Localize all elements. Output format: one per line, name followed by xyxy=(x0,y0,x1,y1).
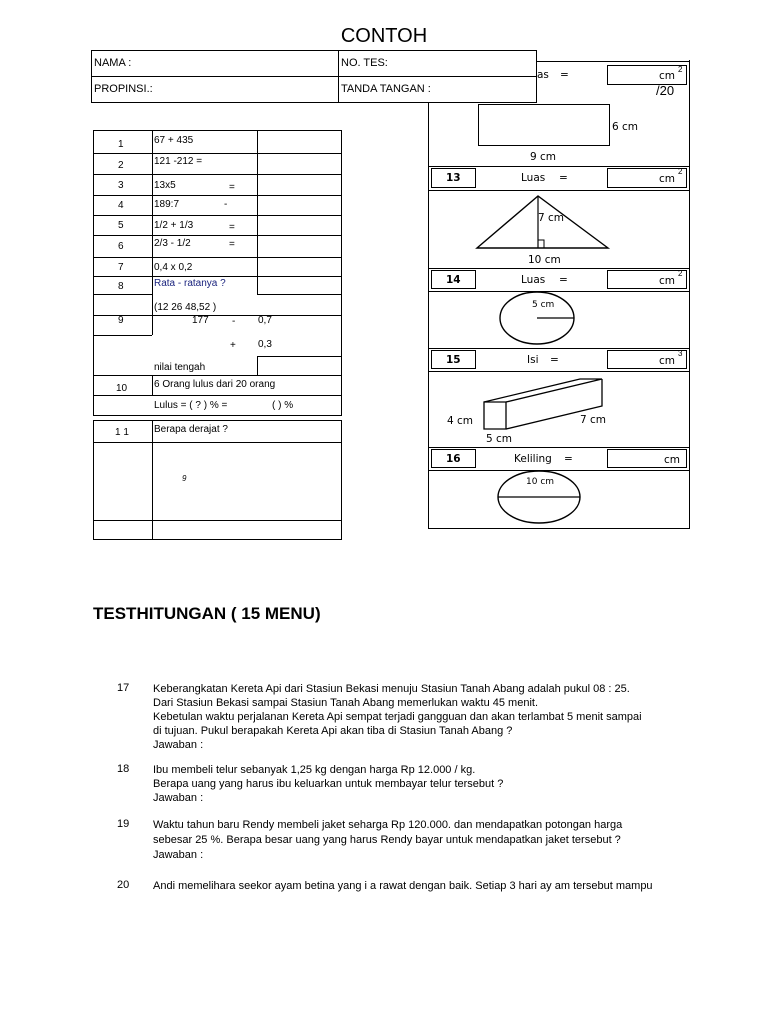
q12-label: as xyxy=(537,69,549,81)
q15-sup: 3 xyxy=(678,349,683,358)
row-num: 5 xyxy=(118,220,124,231)
q13-eq: = xyxy=(559,172,568,184)
row-question: Berapa derajat ? xyxy=(154,424,228,435)
q14-number: 14 xyxy=(446,274,461,286)
answer-label: Jawaban : xyxy=(153,739,204,751)
row-num: 10 xyxy=(116,383,128,394)
row-question: 67 + 435 xyxy=(154,135,194,146)
question-text xyxy=(153,879,653,893)
q15-prism-figure xyxy=(470,374,620,436)
question-text xyxy=(153,763,503,805)
row-operator: = xyxy=(229,239,235,250)
table-block-2 xyxy=(93,276,342,376)
row-value-c: 0,7 xyxy=(258,315,272,326)
question-line: Dari Stasiun Bekasi sampai Stasiun Tanah Abang memerlukan waktu 45 menit. xyxy=(153,697,539,709)
row-num: 1 xyxy=(118,139,124,150)
identity-box xyxy=(91,50,537,103)
nama-label: NAMA : xyxy=(94,57,132,69)
q16-number: 16 xyxy=(446,453,461,465)
row-num: 7 xyxy=(118,262,124,273)
q14-circle-figure xyxy=(496,288,580,348)
document-title: CONTOH xyxy=(340,25,428,47)
row-num: 1 1 xyxy=(115,427,129,438)
q12-unit: cm xyxy=(659,70,676,82)
row-num: 6 xyxy=(118,241,124,252)
row-operator: - xyxy=(224,199,228,210)
question-number: 19 xyxy=(117,818,130,830)
row-operator: - xyxy=(232,316,236,327)
question-line: sebesar 25 %. Berapa besar uang yang harus Rendy bayar untuk mendapatkan jaket tersebut ? xyxy=(153,834,621,846)
question-line: di tujuan. Pukul berapakah Kereta Api akan tiba di Stasiun Tanah Abang ? xyxy=(153,725,513,737)
q15-eq: = xyxy=(550,354,559,366)
q15-unit: cm xyxy=(659,355,676,367)
q13-sup: 2 xyxy=(678,167,683,176)
row-question: 13x5 xyxy=(154,180,176,191)
panel-left-border xyxy=(428,60,429,528)
panel-right-border xyxy=(689,60,690,528)
row-question-detail: (12 26 48,52 ) xyxy=(154,302,217,313)
row-num: 3 xyxy=(118,180,124,191)
question-line: Waktu tahun baru Rendy membeli jaket seharga Rp 120.000. dan mendapatkan potongan harga xyxy=(153,819,623,831)
question-number: 18 xyxy=(117,763,130,775)
no-tes-label: NO. TES: xyxy=(341,57,388,69)
q15-label: Isi xyxy=(527,354,539,366)
row-question: Rata - ratanya ? xyxy=(154,278,226,289)
row-operator: + xyxy=(230,340,236,351)
q13-dim-height: 7 cm xyxy=(538,212,565,224)
panel-top-border xyxy=(535,61,690,62)
answer-label: Jawaban : xyxy=(153,792,204,804)
q16-eq: = xyxy=(564,453,573,465)
q12-dim-height: 6 cm xyxy=(612,121,639,133)
row-operator: = xyxy=(229,182,235,193)
q16-label: Keliling xyxy=(514,453,552,465)
question-line: Berapa uang yang harus ibu keluarkan untuk membayar telur tersebut ? xyxy=(153,778,504,790)
q16-unit: cm xyxy=(664,454,681,466)
table-block-4 xyxy=(93,420,342,540)
row-num: 4 xyxy=(118,200,124,211)
q13-number: 13 xyxy=(446,172,461,184)
q15-dim-height: 4 cm xyxy=(447,415,474,427)
answer-label: Jawaban : xyxy=(153,849,204,861)
q15-number: 15 xyxy=(446,354,461,366)
q13-unit: cm xyxy=(659,173,676,185)
row-answer-blank: ( ) % xyxy=(272,400,294,411)
row-question-detail: Lulus = ( ? ) % = xyxy=(154,400,228,411)
row-question: 2/3 - 1/2 xyxy=(154,238,191,249)
row-value-e: 0,3 xyxy=(258,339,272,350)
row-value-a: 177 xyxy=(192,315,209,326)
propinsi-label: PROPINSI.: xyxy=(94,83,153,95)
row-num: 8 xyxy=(118,281,124,292)
row-question: 0,4 x 0,2 xyxy=(154,262,193,273)
question-line: Keberangkatan Kereta Api dari Stasiun Bekasi menuju Stasiun Tanah Abang adalah pukul 08 : 25. xyxy=(153,683,630,695)
q15-dim-length: 7 cm xyxy=(580,414,607,426)
row-num: 9 xyxy=(118,315,124,326)
q12-rectangle-figure xyxy=(478,104,610,146)
q12-sup: 2 xyxy=(678,65,683,74)
q13-label: Luas xyxy=(521,172,546,184)
question-text xyxy=(153,682,642,752)
row-question: 121 -212 = xyxy=(154,156,203,167)
q12-dim-width: 9 cm xyxy=(530,151,557,163)
row-figure-mark: 9 xyxy=(182,474,187,483)
row-question: 189:7 xyxy=(154,199,180,210)
question-line: Andi memelihara seekor ayam betina yang i a rawat dengan baik. Setiap 3 hari ay am tersebut mampu xyxy=(153,880,653,892)
row-question: 6 Orang lulus dari 20 orang xyxy=(154,379,276,390)
tanda-tangan-label: TANDA TANGAN : xyxy=(341,83,431,95)
q14-label: Luas xyxy=(521,274,546,286)
question-line: Ibu membeli telur sebanyak 1,25 kg dengan harga Rp 12.000 / kg. xyxy=(153,764,476,776)
q14-eq: = xyxy=(559,274,568,286)
section-heading: TESTHITUNGAN ( 15 MENU) xyxy=(93,604,321,623)
q16-dim-diameter: 10 cm xyxy=(526,477,555,487)
question-number: 17 xyxy=(117,682,130,694)
q13-dim-width: 10 cm xyxy=(528,254,561,266)
q14-dim-radius: 5 cm xyxy=(532,300,555,310)
question-text xyxy=(153,818,622,863)
question-line: Kebetulan waktu perjalanan Kereta Api sempat terjadi gangguan dan akan terlambat 5 menit sampai xyxy=(153,711,642,723)
q14-unit: cm xyxy=(659,275,676,287)
panel-bottom-border xyxy=(428,528,690,529)
row-operator: = xyxy=(229,222,235,233)
row-num: 2 xyxy=(118,160,124,171)
row-question: 1/2 + 1/3 xyxy=(154,220,194,231)
row-question: nilai tengah xyxy=(154,362,206,373)
q12-eq: = xyxy=(560,69,569,81)
q15-dim-width: 5 cm xyxy=(486,433,513,445)
question-number: 20 xyxy=(117,879,130,891)
q14-sup: 2 xyxy=(678,269,683,278)
score-total: /20 xyxy=(656,83,675,98)
